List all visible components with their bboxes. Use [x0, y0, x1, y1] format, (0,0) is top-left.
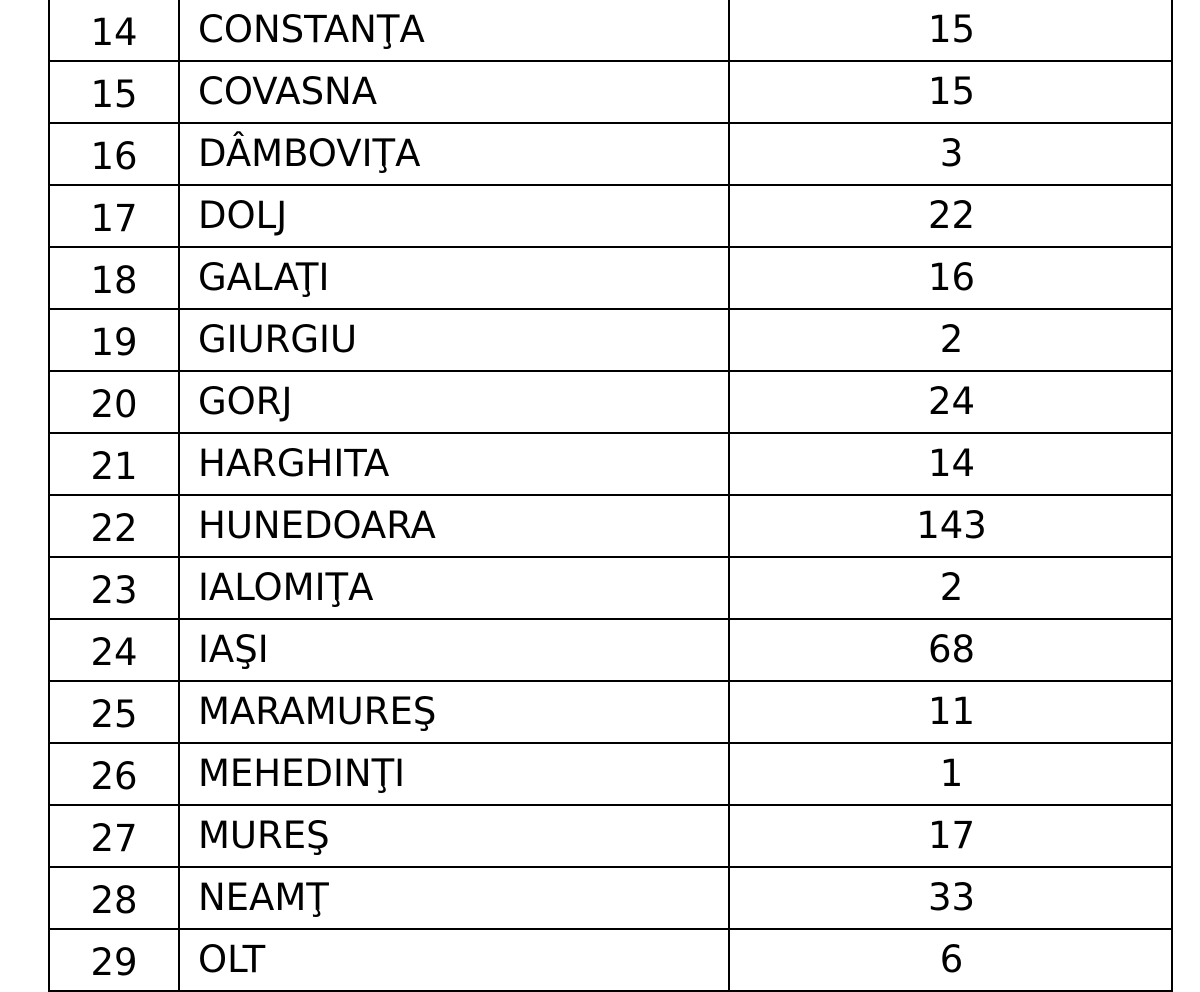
value-cell: 2 — [729, 557, 1172, 619]
row-number-cell: 26 — [49, 743, 179, 805]
table-row — [49, 619, 1172, 681]
county-name-cell: CONSTANŢA — [179, 0, 729, 61]
value-cell: 3 — [729, 123, 1172, 185]
row-number-cell: 14 — [49, 0, 179, 61]
table-row — [49, 681, 1172, 743]
table-row — [49, 743, 1172, 805]
row-number-cell: 20 — [49, 371, 179, 433]
row-number-cell: 15 — [49, 61, 179, 123]
county-name-cell: GALAŢI — [179, 247, 729, 309]
table-row — [49, 495, 1172, 557]
table-row — [49, 929, 1172, 991]
value-cell: 17 — [729, 805, 1172, 867]
value-cell: 68 — [729, 619, 1172, 681]
county-name-cell: MEHEDINŢI — [179, 743, 729, 805]
county-table-container — [48, 0, 1171, 992]
county-name-cell: IALOMIŢA — [179, 557, 729, 619]
value-cell: 143 — [729, 495, 1172, 557]
row-number-cell: 28 — [49, 867, 179, 929]
row-number-cell: 24 — [49, 619, 179, 681]
table-row — [49, 0, 1172, 61]
row-number-cell: 27 — [49, 805, 179, 867]
value-cell: 22 — [729, 185, 1172, 247]
value-cell: 14 — [729, 433, 1172, 495]
county-name-cell: DÂMBOVIŢA — [179, 123, 729, 185]
row-number-cell: 19 — [49, 309, 179, 371]
county-name-cell: MUREŞ — [179, 805, 729, 867]
county-name-cell: OLT — [179, 929, 729, 991]
row-number-cell: 23 — [49, 557, 179, 619]
row-number-cell: 25 — [49, 681, 179, 743]
value-cell: 11 — [729, 681, 1172, 743]
row-number-cell: 21 — [49, 433, 179, 495]
county-name-cell: MARAMUREŞ — [179, 681, 729, 743]
row-number-cell: 17 — [49, 185, 179, 247]
value-cell: 24 — [729, 371, 1172, 433]
table-row — [49, 247, 1172, 309]
county-table — [48, 0, 1173, 992]
county-name-cell: COVASNA — [179, 61, 729, 123]
county-name-cell: DOLJ — [179, 185, 729, 247]
table-row — [49, 309, 1172, 371]
table-row — [49, 185, 1172, 247]
county-name-cell: GORJ — [179, 371, 729, 433]
county-name-cell: IAŞI — [179, 619, 729, 681]
value-cell: 6 — [729, 929, 1172, 991]
value-cell: 1 — [729, 743, 1172, 805]
value-cell: 15 — [729, 0, 1172, 61]
value-cell: 15 — [729, 61, 1172, 123]
row-number-cell: 22 — [49, 495, 179, 557]
row-number-cell: 29 — [49, 929, 179, 991]
table-row — [49, 123, 1172, 185]
county-name-cell: NEAMŢ — [179, 867, 729, 929]
value-cell: 16 — [729, 247, 1172, 309]
value-cell: 33 — [729, 867, 1172, 929]
table-row — [49, 371, 1172, 433]
table-row — [49, 805, 1172, 867]
table-row — [49, 867, 1172, 929]
county-name-cell: HARGHITA — [179, 433, 729, 495]
row-number-cell: 18 — [49, 247, 179, 309]
table-row — [49, 557, 1172, 619]
county-name-cell: HUNEDOARA — [179, 495, 729, 557]
value-cell: 2 — [729, 309, 1172, 371]
table-row — [49, 433, 1172, 495]
table-row — [49, 61, 1172, 123]
row-number-cell: 16 — [49, 123, 179, 185]
county-name-cell: GIURGIU — [179, 309, 729, 371]
